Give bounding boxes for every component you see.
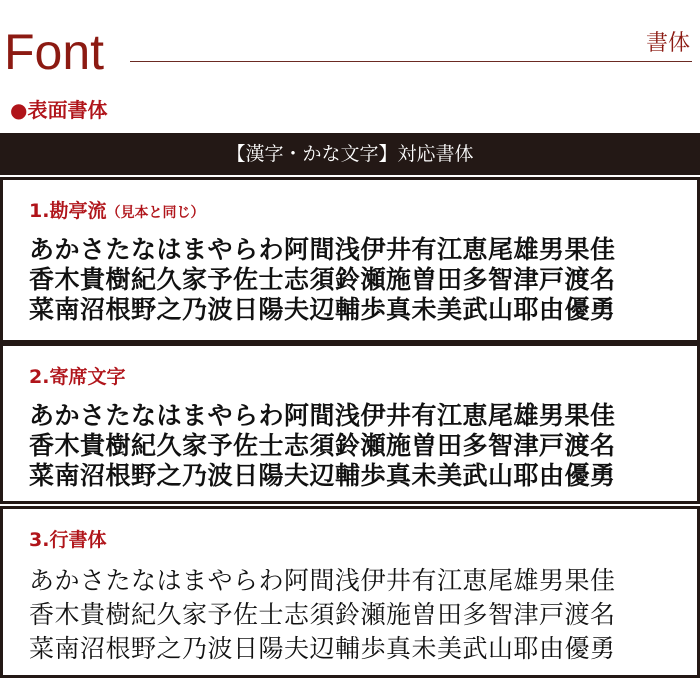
- font-sample-box: [0, 506, 700, 678]
- font-title: 3.行書体: [29, 529, 107, 551]
- sample-line: 香木貴樹紀久家予佐士志須鈴瀬施曽田多智津戸渡名: [29, 431, 616, 460]
- font-sample-box: [0, 177, 700, 343]
- title-divider: [130, 61, 692, 62]
- section-title: ●表面書体: [10, 98, 108, 122]
- font-name: [29, 196, 204, 223]
- sample-line: あかさたなはまやらわ阿間浅伊井有江恵尾雄男果佳: [29, 235, 616, 264]
- font-title: 2.寄席文字: [29, 366, 126, 388]
- page-title: Font: [4, 24, 105, 80]
- sample-line: 香木貴樹紀久家予佐士志須鈴瀬施曽田多智津戸渡名: [29, 265, 616, 294]
- sample-line: あかさたなはまやらわ阿間浅伊井有江恵尾雄男果佳: [29, 566, 616, 595]
- sample-line: 菜南沼根野之乃波日陽夫辺輔歩真未美武山耶由優勇: [29, 461, 616, 490]
- category-label: 書体: [645, 31, 690, 56]
- font-sample-box: [0, 343, 700, 504]
- header-bar: 【漢字・かな文字】対応書体: [0, 133, 700, 175]
- sample-line: 菜南沼根野之乃波日陽夫辺輔歩真未美武山耶由優勇: [29, 634, 616, 663]
- font-title: 1.勘亭流: [29, 200, 107, 222]
- sample-line: 菜南沼根野之乃波日陽夫辺輔歩真未美武山耶由優勇: [29, 295, 616, 324]
- sample-line: あかさたなはまやらわ阿間浅伊井有江恵尾雄男果佳: [29, 401, 616, 430]
- font-note: （見本と同じ）: [106, 205, 205, 221]
- sample-line: 香木貴樹紀久家予佐士志須鈴瀬施曽田多智津戸渡名: [29, 600, 616, 629]
